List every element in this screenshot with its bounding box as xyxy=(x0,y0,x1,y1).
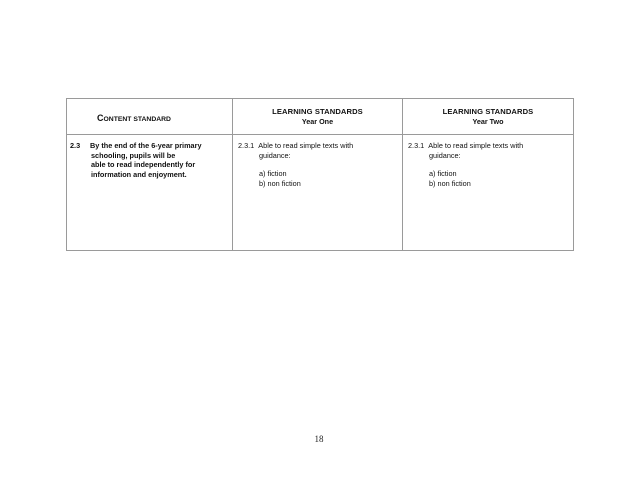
content-standard-cell xyxy=(67,135,233,251)
year-two-header-subtitle: Year Two xyxy=(472,116,504,126)
year-two-text: Able to read simple texts with xyxy=(428,141,524,150)
year-one-text: Able to read simple texts with xyxy=(258,141,354,150)
content-standard-text: By the end of the 6-year primary xyxy=(90,141,202,150)
table-body-row xyxy=(67,135,574,251)
standards-table xyxy=(66,98,574,251)
content-standard-line xyxy=(70,141,232,151)
page-number: 18 xyxy=(314,434,324,444)
content-standard-header xyxy=(67,99,233,135)
year-one-text: guidance: xyxy=(259,150,291,160)
year-one-item: a) fiction xyxy=(259,169,287,179)
year-one-header-subtitle: Year One xyxy=(301,116,334,126)
learning-standards-year-one-header xyxy=(233,99,403,135)
learning-standards-year-two-header xyxy=(403,99,574,135)
year-one-item: b) non fiction xyxy=(259,178,301,188)
content-standard-number: 2.3 xyxy=(70,141,81,150)
year-one-header-title: LEARNING STANDARDS xyxy=(272,106,363,116)
spacer xyxy=(238,160,402,169)
content-standard-text: information and enjoyment. xyxy=(91,169,187,179)
year-two-line xyxy=(408,141,573,151)
content-standard-header-initial: C xyxy=(97,112,104,123)
year-two-number: 2.3.1 xyxy=(408,141,425,150)
year-two-text: guidance: xyxy=(429,150,461,160)
year-two-item: b) non fiction xyxy=(429,178,471,188)
content-standard-text: able to read independently for xyxy=(91,160,196,170)
year-two-header-title: LEARNING STANDARDS xyxy=(442,106,534,116)
content-standard-text: schooling, pupils will be xyxy=(91,150,176,160)
year-one-cell xyxy=(233,135,403,251)
year-two-item: a) fiction xyxy=(429,169,457,179)
year-one-number: 2.3.1 xyxy=(238,141,255,150)
table-header-row xyxy=(67,99,574,135)
year-two-cell xyxy=(403,135,574,251)
year-one-line xyxy=(238,141,402,151)
content-standard-header-rest: ONTENT STANDARD xyxy=(103,115,171,123)
spacer xyxy=(408,160,573,169)
